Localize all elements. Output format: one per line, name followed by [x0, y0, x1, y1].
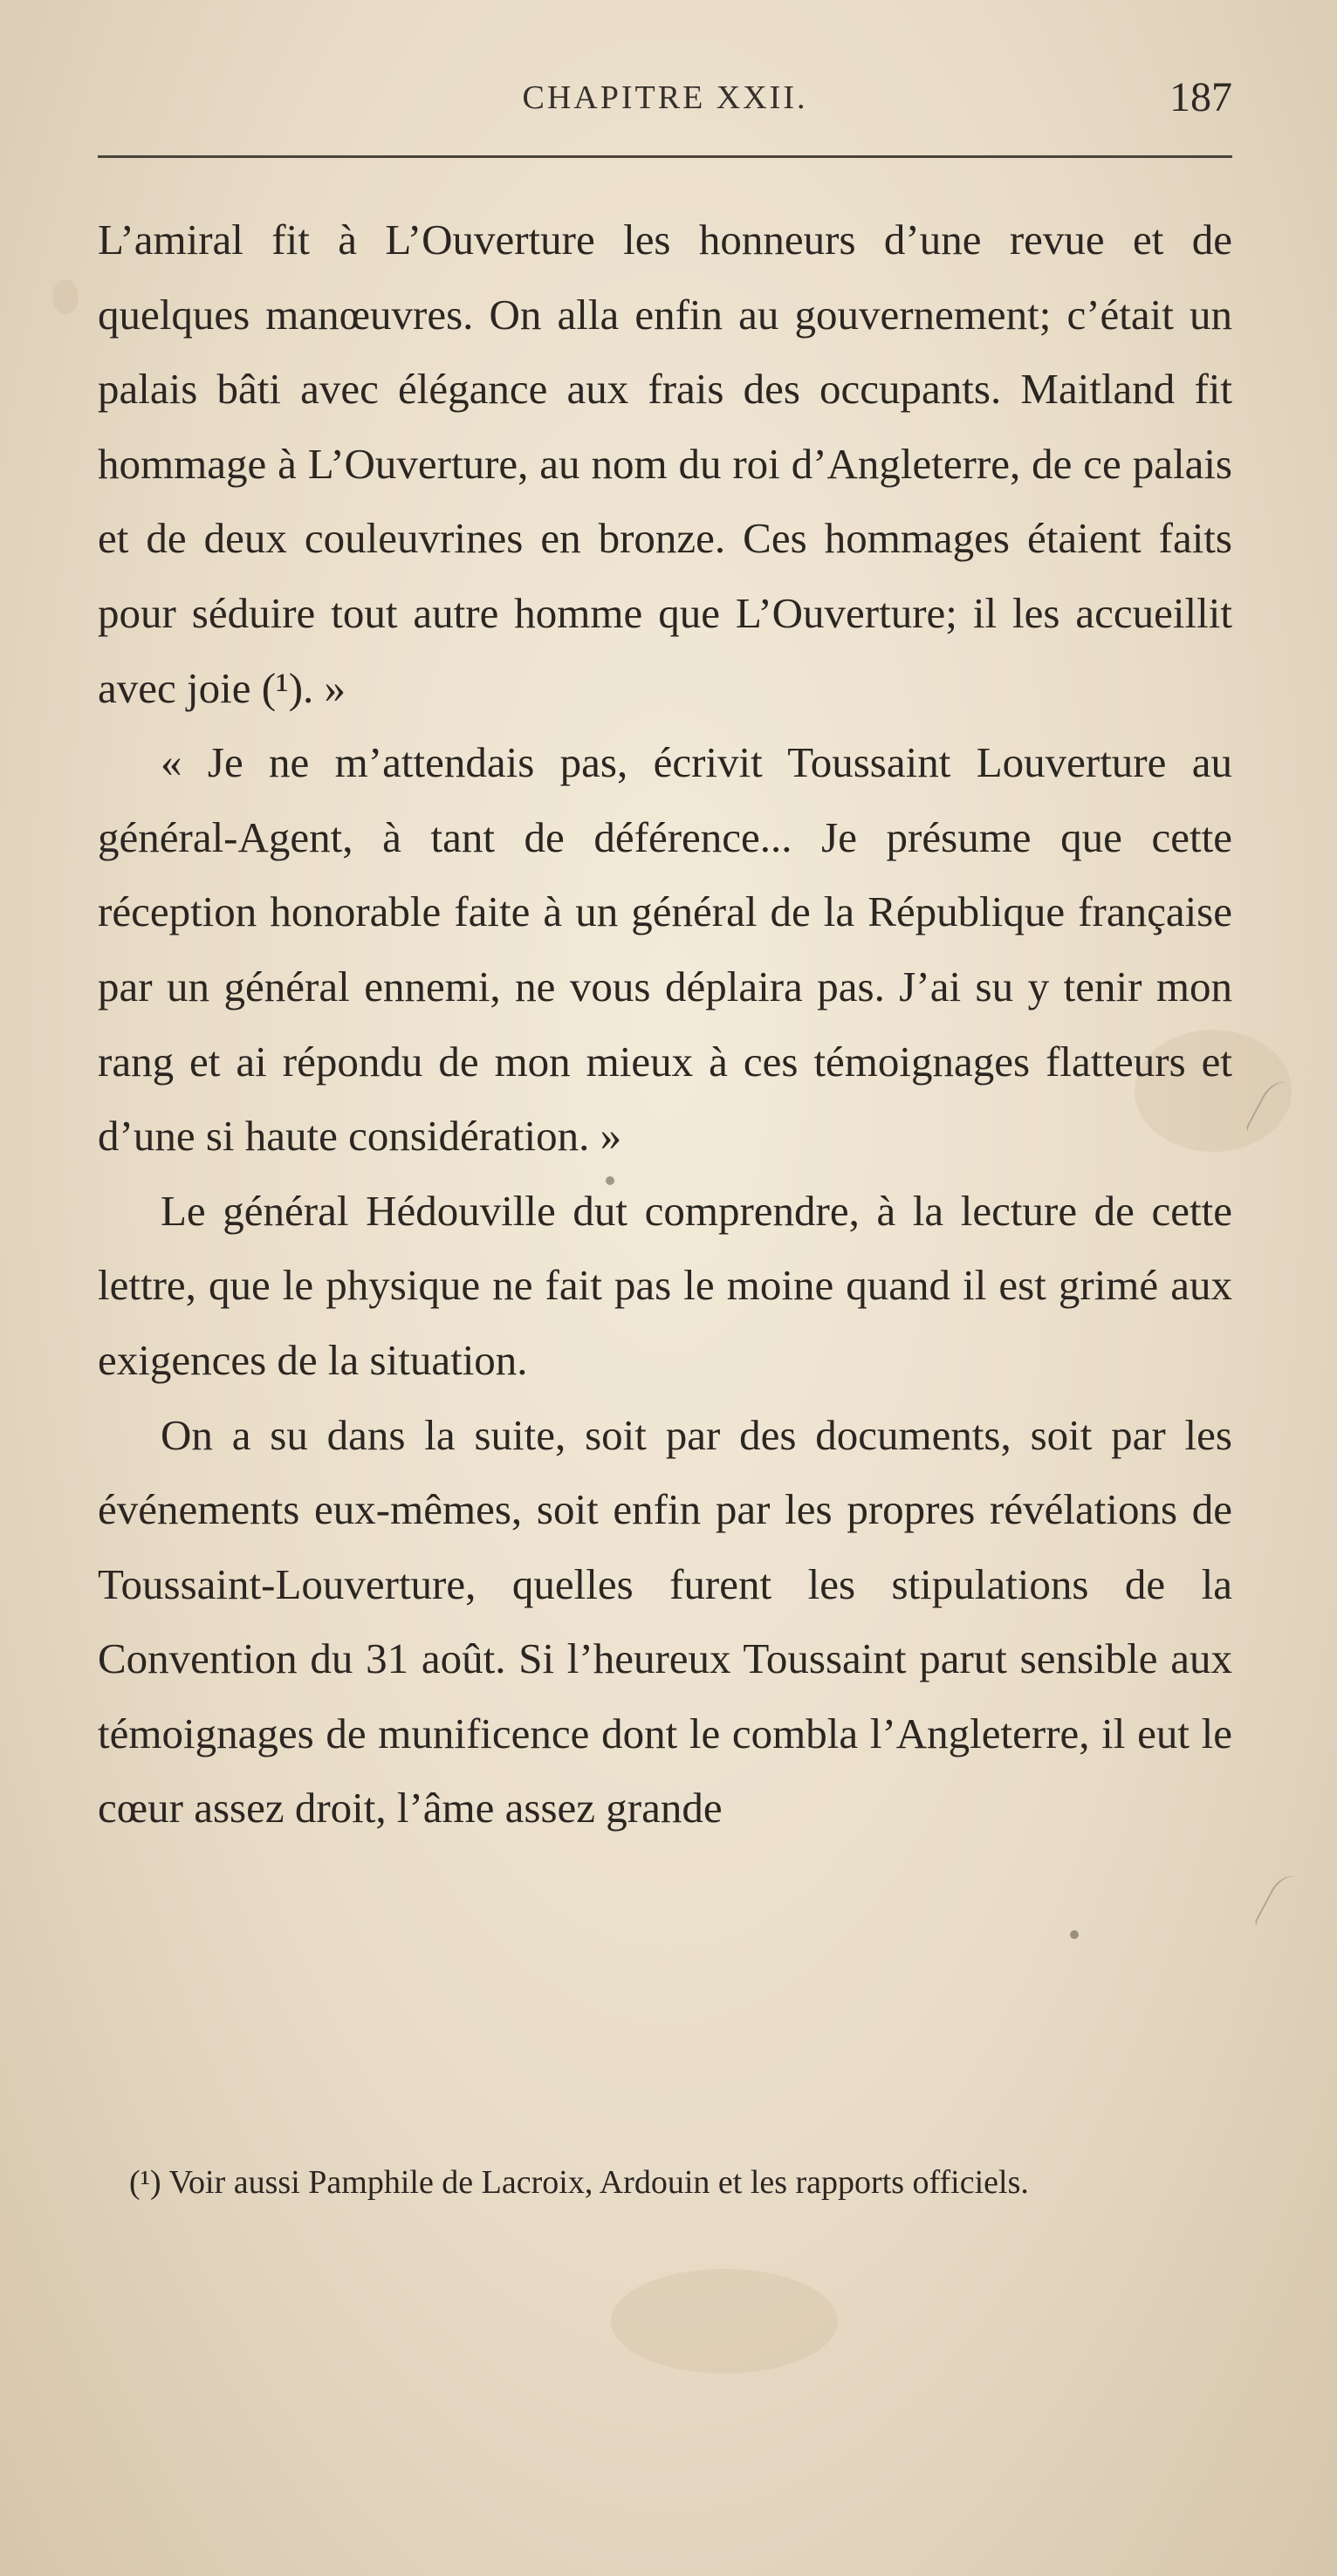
page-header	[98, 74, 1232, 131]
paragraph: Le général Hédouville dut comprendre, à la lecture de cette lettre, que le physique ne fait pas le moine quand il est grimé aux exigences de la situation.	[98, 1186, 1232, 1384]
ink-dot	[1070, 1930, 1079, 1939]
header-rule	[98, 155, 1232, 158]
body-text	[98, 202, 1232, 1846]
running-title: CHAPITRE XXII.	[522, 79, 808, 116]
paragraph: « Je ne m’attendais pas, écrivit Toussaint Louverture au général-Agent, à tant de déférence... Je présume que cette réception honorable faite à un général de la République française par un général ennemi, ne vous déplaira pas. J’ai su y tenir mon rang et ai répondu de mon mieux à ces témoignages flatteurs et d’une si haute considération. »	[98, 738, 1232, 1161]
page-number: 187	[1169, 74, 1232, 120]
margin-pencil-mark	[1244, 1076, 1310, 1149]
margin-pencil-mark	[1253, 1870, 1319, 1943]
footnote: (¹) Voir aussi Pamphile de Lacroix, Ardouin et les rapports officiels.	[129, 2164, 1029, 2201]
paragraph: On a su dans la suite, soit par des documents, soit par les événements eux-mêmes, soit enfin par les propres révélations de Toussaint-Louverture, quelles furent les stipulations de la Convention du 31 août. Si l’heureux Toussaint parut sensible aux témoignages de munificence dont le combla l’Angleterre, il eut le cœur assez droit, l’âme assez grande	[98, 1410, 1232, 1833]
ink-dot	[606, 1176, 614, 1185]
paragraph: L’amiral fit à L’Ouverture les honneurs d’une revue et de quelques manœuvres. On alla enfin au gouvernement; c’était un palais bâti avec élégance aux frais des occupants. Maitland fit hommage à L’Ouverture, au nom du roi d’Angleterre, de ce palais et de deux couleuvrines en bronze. Ces hommages étaient faits pour séduire tout autre homme que L’Ouverture; il les accueillit avec joie (¹). »	[98, 216, 1232, 712]
paper-stain	[52, 279, 79, 314]
footnotes	[98, 2155, 1232, 2209]
paper-stain	[611, 2269, 838, 2374]
